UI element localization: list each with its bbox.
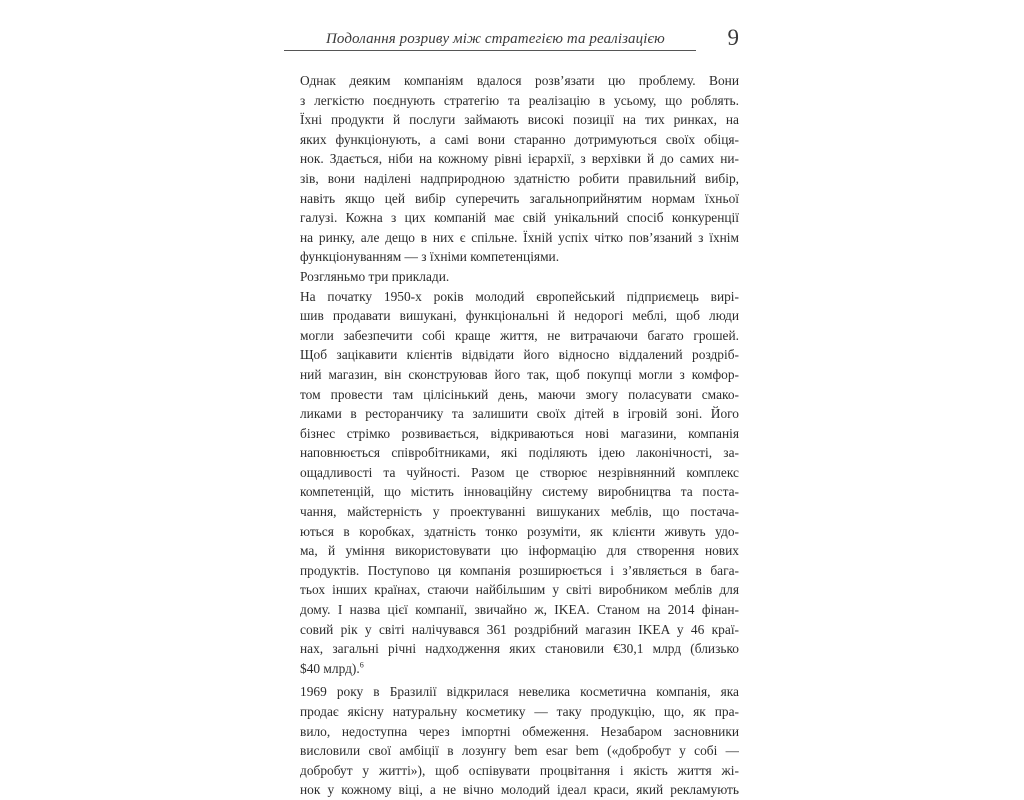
text-line: на ринку, але дещо в них є спільне. Їхній успіх чітко пов’язаний з їхнім bbox=[300, 229, 739, 245]
text-line: На початку 1950-х років молодий європейський підприємець вирі- bbox=[300, 288, 739, 304]
text-line: ний магазин, він сконструював його так, щоб покупці могли з комфор- bbox=[300, 366, 739, 382]
text-line: совий рік у світі налічувався 361 роздрібний магазин IKEA у 46 краї- bbox=[300, 621, 739, 637]
text-line: ощадливості та чуйності. Разом це створює незрівнянний комплекс bbox=[300, 464, 739, 480]
text-line: компетенцій, що містить інноваційну систему виробництва та поста- bbox=[300, 484, 739, 500]
text-line: Щоб зацікавити клієнтів відвідати його відносно віддалений роздріб- bbox=[300, 347, 739, 363]
text-line: $40 млрд). bbox=[300, 660, 360, 676]
text-line: шив продавати вишукані, функціональні й недорогі меблі, щоб люди bbox=[300, 308, 739, 324]
text-line: бізнес стрімко розвивається, відкриваються нові магазини, компанія bbox=[300, 425, 739, 441]
running-head-title: Подолання розриву між стратегією та реалізацією bbox=[326, 31, 665, 47]
text-line: функціонуванням — з їхніми компетенціями. bbox=[300, 249, 560, 265]
text-line-with-footnote bbox=[284, 659, 739, 679]
text-line: дому. І назва цієї компанії, звичайно ж, IKEA. Станом на 2014 фінан- bbox=[300, 602, 739, 618]
paragraph bbox=[284, 287, 739, 679]
page-number: 9 bbox=[727, 25, 739, 50]
paragraph bbox=[284, 71, 739, 267]
text-line: чання, майстерність у проектуванні вишуканих меблів, що постача- bbox=[300, 504, 739, 520]
header-rule bbox=[284, 50, 696, 51]
text-line: Їхні продукти й послуги займають високі позиції на тих ринках, на bbox=[300, 112, 739, 128]
text-line: ються в коробках, здатність тонко розуміти, як клієнти живуть удо- bbox=[300, 523, 739, 539]
text-line: вило, недоступна через імпортні обмеження. Незабаром засновники bbox=[300, 723, 739, 739]
text-line: нах, загальні річні надходження яких становили €30,1 млрд (близько bbox=[300, 641, 739, 657]
text-line: продуктів. Поступово ця компанія розширюється і з’являється в бага- bbox=[300, 562, 739, 578]
text-line: могли забезпечити собі краще життя, не витрачаючи багато грошей. bbox=[300, 327, 739, 343]
text-line: висловили свої амбіції в лозунгу bem esar bem («добробут у собі — bbox=[300, 743, 739, 759]
paragraph bbox=[284, 267, 739, 287]
text-line: том провести там цілісінький день, маючи змогу поласувати смако- bbox=[300, 386, 739, 402]
text-line: наповнюється співробітниками, які поділяють ідею лаконічності, за- bbox=[300, 445, 739, 461]
text-line: Розгляньмо три приклади. bbox=[300, 268, 450, 284]
text-line: нок. Здається, ніби на кожному рівні ієрархії, з верхівки й до самих ни- bbox=[300, 151, 739, 167]
text-line: галузі. Кожна з цих компаній має свій унікальний спосіб конкуренції bbox=[300, 210, 739, 226]
text-line: добробут у житті»), щоб оспівувати процвітання і якість життя жі- bbox=[300, 762, 739, 778]
text-line: тьох інших країнах, стаючи найбільшим у світі виробником меблів для bbox=[300, 582, 739, 598]
text-line: зів, вони наділені надприродною здатністю робити правильний вибір, bbox=[300, 170, 739, 186]
text-line: продає якісну натуральну косметику — таку продукцію, що, як пра- bbox=[300, 704, 739, 719]
text-line: ма, й уміння використовувати цю інформацію для створення нових bbox=[300, 543, 739, 559]
text-line: нок у кожному віці, а не вічно молодий ідеал краси, який рекламують bbox=[300, 782, 739, 798]
text-line: ликами в ресторанчику та залишити своїх дітей в ігровій зоні. Його bbox=[300, 406, 739, 422]
text-line: Однак деяким компаніям вдалося розв’язати цю проблему. Вони bbox=[300, 73, 739, 88]
footnote-reference[interactable]: 6 bbox=[359, 660, 364, 670]
text-line: навіть якщо цей вибір суперечить загальноприйнятим нормам їхньої bbox=[300, 190, 739, 206]
paragraph bbox=[284, 682, 739, 800]
running-head bbox=[284, 25, 739, 54]
text-line: 1969 року в Бразилії відкрилася невелика косметична компанія, яка bbox=[300, 684, 739, 700]
text-line: яких функціонують, а самі вони старанно дотримуються своїх обіця- bbox=[300, 131, 739, 147]
text-line: з легкістю поєднують стратегію та реалізацію в усьому, що роблять. bbox=[300, 92, 739, 108]
book-page bbox=[284, 25, 739, 798]
body-text bbox=[284, 71, 739, 800]
